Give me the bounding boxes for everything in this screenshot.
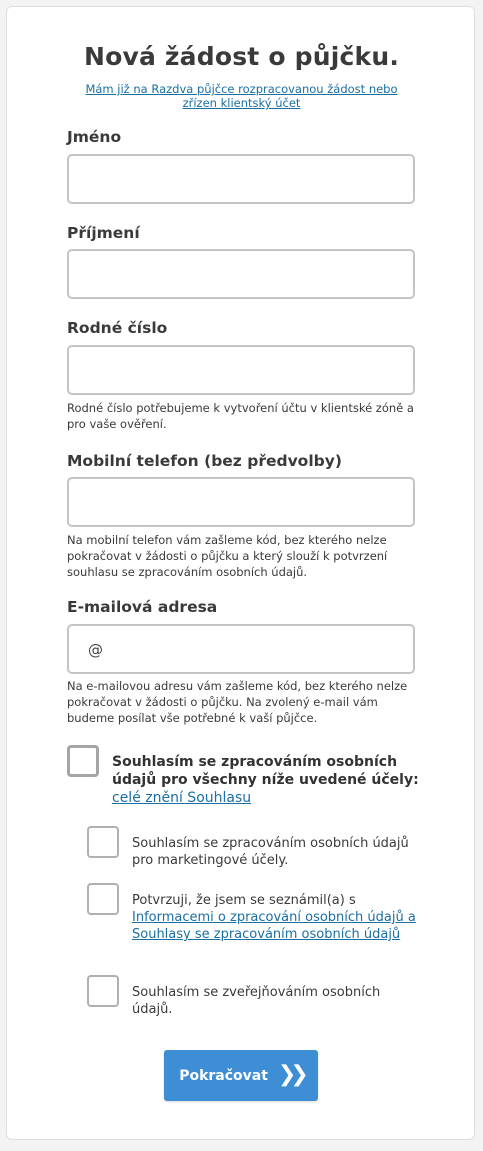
double-chevron-right-icon: ❯❯ <box>277 1062 303 1087</box>
email-label: E-mailová adresa <box>67 598 218 616</box>
consent-publish-label: Souhlasím se zveřejňováním osobních údajů. <box>132 985 381 1017</box>
continue-button-label: Pokračovat <box>179 1067 268 1084</box>
page-title: Nová žádost o půjčku. <box>83 42 400 71</box>
consent-info-label: Potvrzuji, že jsem se seznámil(a) s <box>132 893 356 908</box>
consent-publish-checkbox[interactable] <box>87 975 119 1007</box>
birth-number-label: Rodné číslo <box>67 319 168 337</box>
birth-number-input[interactable] <box>67 345 415 395</box>
email-input[interactable] <box>67 624 415 674</box>
consent-info-checkbox[interactable] <box>87 883 119 915</box>
last-name-input[interactable] <box>67 249 415 299</box>
continue-button[interactable] <box>164 1050 318 1101</box>
at-sign-icon: @ <box>88 641 103 659</box>
existing-application-link[interactable]: Mám již na Razdva půjčce rozpracovanou žádost nebo zřízen klientský účet <box>85 82 398 110</box>
phone-label: Mobilní telefon (bez předvolby) <box>67 452 342 470</box>
last-name-label: Příjmení <box>67 224 140 242</box>
first-name-label: Jméno <box>67 128 122 146</box>
consent-full-text-link[interactable]: celé znění Souhlasu <box>112 790 252 806</box>
consent-info-text <box>132 892 422 943</box>
email-help: Na e-mailovou adresu vám zašleme kód, bez kterého nelze pokračovat v žádosti o půjčku. Na zvolený e-mail vám budeme posílat vše potřebné k vaší půjčce. <box>67 679 408 725</box>
consent-marketing-label: Souhlasím se zpracováním osobních údajů pro marketingové účely. <box>132 836 409 868</box>
privacy-info-link[interactable]: Informacemi o zpracování osobních údajů a Souhlasy se zpracováním osobních údajů <box>132 910 416 942</box>
consent-all-checkbox[interactable] <box>67 745 99 777</box>
consent-all-text <box>112 753 432 807</box>
consent-marketing-checkbox[interactable] <box>87 826 119 858</box>
phone-input[interactable] <box>67 477 415 527</box>
consent-all-label: Souhlasím se zpracováním osobních údajů pro všechny níže uvedené účely: <box>112 754 419 788</box>
first-name-input[interactable] <box>67 154 415 204</box>
phone-help: Na mobilní telefon vám zašleme kód, bez kterého nelze pokračovat v žádosti o půjčku a který slouží k potvrzení souhlasu se zpracováním osobních údajů. <box>67 533 388 579</box>
birth-number-help: Rodné číslo potřebujeme k vytvoření účtu v klientské zóně a pro vaše ověření. <box>67 401 414 431</box>
